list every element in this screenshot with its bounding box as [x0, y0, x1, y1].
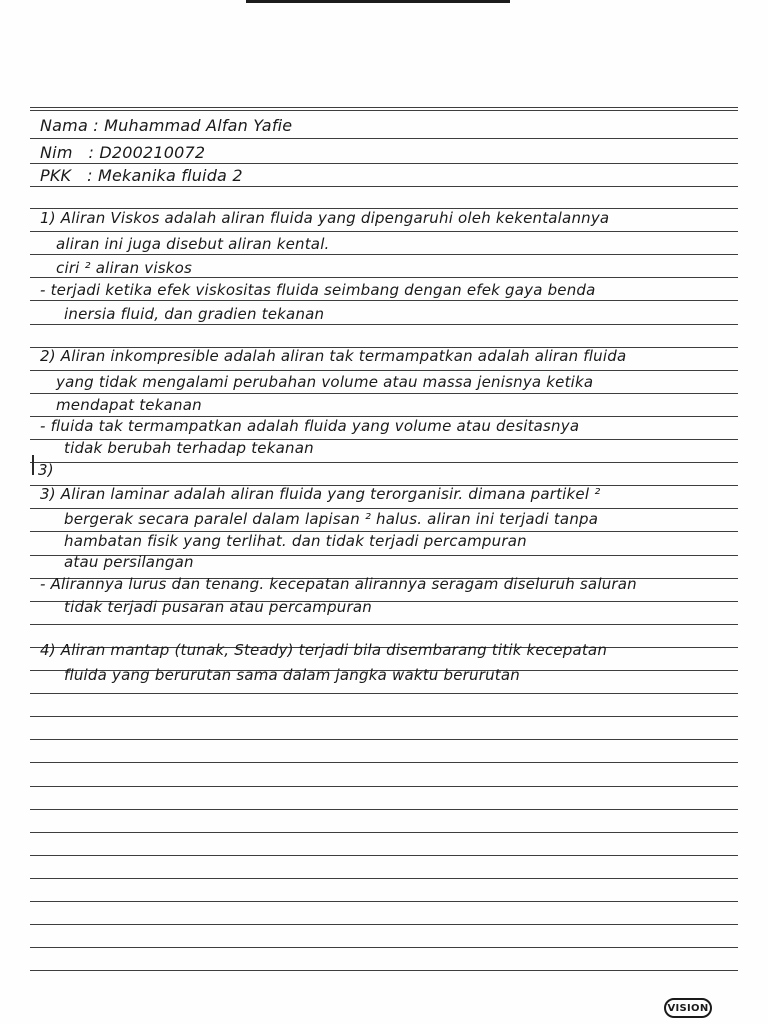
- nim-row: [40, 143, 738, 163]
- ruled-line: [30, 947, 738, 948]
- vision-logo-text: VISION: [667, 1002, 709, 1014]
- answer-4-line-2: fluida yang berurutan sama dalam jangka waktu berurutan: [64, 666, 520, 684]
- ruled-line: [30, 138, 738, 139]
- ruled-line: [30, 107, 738, 111]
- ruled-line: [30, 762, 738, 763]
- answer-3-line-2: bergerak secara paralel dalam lapisan ² halus. aliran ini terjadi tanpa: [64, 510, 599, 528]
- answer-3-line-6: tidak terjadi pusaran atau percampuran: [64, 598, 372, 616]
- pkk-row: [40, 166, 738, 186]
- answer-2-line-2: yang tidak mengalami perubahan volume atau massa jenisnya ketika: [56, 373, 594, 391]
- ruled-line: [30, 786, 738, 787]
- ruled-line: [30, 970, 738, 971]
- margin-bracket: [32, 455, 34, 475]
- ruled-line: [30, 739, 738, 740]
- ruled-line: [30, 254, 738, 255]
- nim-label: Nim: [40, 143, 73, 162]
- ruled-line: [30, 855, 738, 856]
- ruled-line: [30, 370, 738, 371]
- answer-1-line-3: ciri ² aliran viskos: [56, 259, 192, 277]
- answer-2-line-4: - fluida tak termampatkan adalah fluida yang volume atau desitasnya: [40, 417, 580, 435]
- pkk-value: : Mekanika fluida 2: [87, 166, 243, 185]
- nama-label: Nama: [40, 116, 88, 135]
- answer-2-line-3: mendapat tekanan: [56, 396, 202, 414]
- answer-4-line-1: 4) Aliran mantap (tunak, Steady) terjadi bila disembarang titik kecepatan: [40, 641, 608, 659]
- ruled-line: [30, 163, 738, 164]
- ruled-line: [30, 624, 738, 625]
- answer-3-line-3: hambatan fisik yang terlihat. dan tidak terjadi percampuran: [64, 532, 527, 550]
- answer-2-line-1: 2) Aliran inkompresible adalah aliran tak termampatkan adalah aliran fluida: [40, 347, 627, 365]
- answer-3-line-1: 3) Aliran laminar adalah aliran fluida yang terorganisir. dimana partikel ²: [40, 485, 601, 503]
- ruled-line: [30, 300, 738, 301]
- answer-1-line-5: inersia fluid, dan gradien tekanan: [64, 305, 325, 323]
- answer-3-line-5: - Alirannya lurus dan tenang. kecepatan alirannya seragam diseluruh saluran: [40, 575, 637, 593]
- pkk-label: PKK: [40, 166, 72, 185]
- answer-1-line-4: - terjadi ketika efek viskositas fluida seimbang dengan efek gaya benda: [40, 281, 596, 299]
- answer-1-line-1: 1) Aliran Viskos adalah aliran fluida yang dipengaruhi oleh kekentalannya: [40, 209, 610, 227]
- nama-value: : Muhammad Alfan Yafie: [93, 116, 293, 135]
- ruled-line: [30, 186, 738, 187]
- answer-1-line-2: aliran ini juga disebut aliran kental.: [56, 235, 330, 253]
- ruled-line: [30, 693, 738, 694]
- answer-2-line-5: tidak berubah terhadap tekanan: [64, 439, 314, 457]
- answer-3-line-4: atau persilangan: [64, 553, 194, 571]
- ruled-line: [30, 924, 738, 925]
- ruled-line: [30, 393, 738, 394]
- ruled-line: [30, 324, 738, 325]
- ruled-line: [30, 809, 738, 810]
- nim-value: : D200210072: [88, 143, 206, 162]
- ruled-line: [30, 832, 738, 833]
- ruled-line: [30, 878, 738, 879]
- answer-3-mark: 3): [38, 461, 54, 479]
- vision-logo: [664, 998, 712, 1018]
- ruled-line: [30, 231, 738, 232]
- nama-row: [40, 116, 738, 136]
- ruled-line: [30, 716, 738, 717]
- ruled-line: [30, 901, 738, 902]
